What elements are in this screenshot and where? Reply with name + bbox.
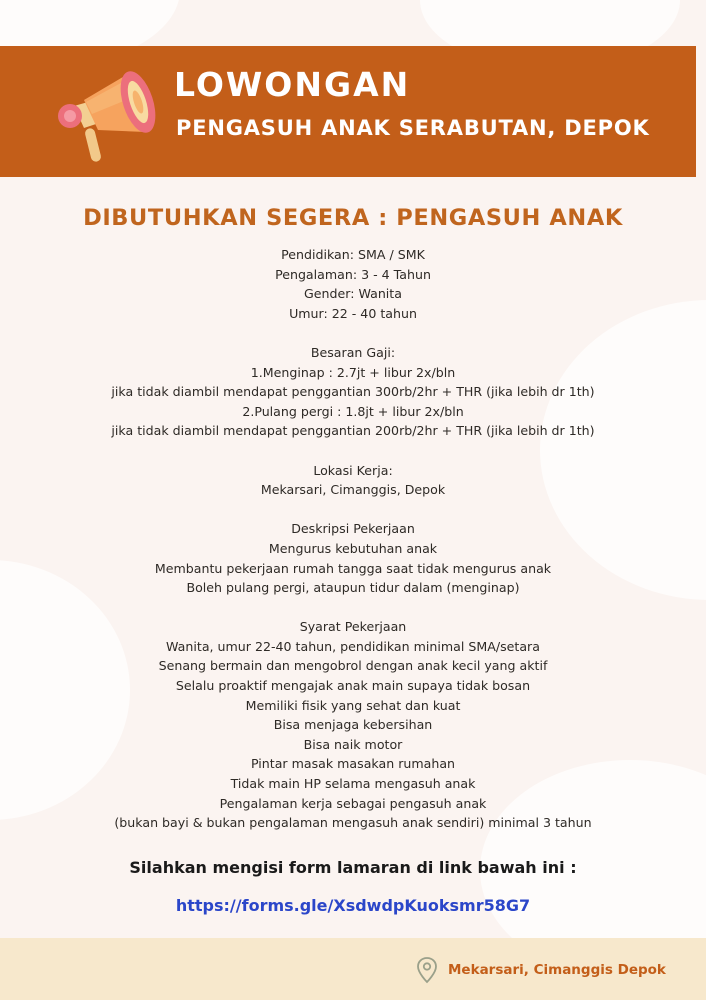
condition-line: Wanita, umur 22-40 tahun, pendidikan minimal SMA/setara <box>166 638 540 654</box>
location-pin-icon <box>416 956 438 984</box>
footer <box>0 938 706 1000</box>
conditions-heading: Syarat Pekerjaan <box>299 619 407 635</box>
salary-line: jika tidak diambil mendapat penggantian 300rb/2hr + THR (jika lebih dr 1th) <box>111 384 595 400</box>
requirement-gender: Gender: Wanita <box>304 286 402 302</box>
condition-line: Senang bermain dan mengobrol dengan anak kecil yang aktif <box>158 658 548 674</box>
requirement-education: Pendidikan: SMA / SMK <box>281 247 425 262</box>
condition-line: Selalu proaktif mengajak anak main supaya tidak bosan <box>175 678 531 694</box>
condition-line: Tidak main HP selama mengasuh anak <box>230 776 476 792</box>
condition-line: (bukan bayi & bukan pengalaman mengasuh anak sendiri) minimal 3 tahun <box>114 815 592 831</box>
application-form-link[interactable]: https://forms.gle/XsdwdpKuoksmr58G7 <box>175 896 531 915</box>
description-line: Boleh pulang pergi, ataupun tidur dalam (menginap) <box>186 580 520 596</box>
location-value: Mekarsari, Cimanggis, Depok <box>260 482 446 498</box>
salary-line: jika tidak diambil mendapat penggantian 200rb/2hr + THR (jika lebih dr 1th) <box>111 423 595 439</box>
job-details <box>0 245 706 833</box>
call-to-action: Silahkan mengisi form lamaran di link bawah ini : <box>129 858 577 877</box>
banner-subtitle: PENGASUH ANAK SERABUTAN, DEPOK <box>176 116 650 140</box>
condition-line: Memiliki fisik yang sehat dan kuat <box>245 697 461 713</box>
salary-heading: Besaran Gaji: <box>310 344 396 360</box>
condition-line: Bisa naik motor <box>303 736 403 752</box>
requirement-experience: Pengalaman: 3 - 4 Tahun <box>275 266 431 282</box>
banner-title: LOWONGAN <box>174 65 411 104</box>
footer-location: Mekarsari, Cimanggis Depok <box>448 962 666 978</box>
condition-line: Pintar masak masakan rumahan <box>250 756 456 772</box>
requirement-age: Umur: 22 - 40 tahun <box>289 305 417 321</box>
megaphone-icon <box>58 62 162 166</box>
condition-line: Bisa menjaga kebersihan <box>273 717 433 733</box>
location-heading: Lokasi Kerja: <box>313 462 393 478</box>
description-line: Membantu pekerjaan rumah tangga saat tidak mengurus anak <box>154 560 552 576</box>
salary-line: 1.Menginap : 2.7jt + libur 2x/bln <box>250 364 456 380</box>
description-line: Mengurus kebutuhan anak <box>268 540 438 556</box>
headline: DIBUTUHKAN SEGERA : PENGASUH ANAK <box>83 205 623 231</box>
condition-line: Pengalaman kerja sebagai pengasuh anak <box>219 795 487 811</box>
salary-line: 2.Pulang pergi : 1.8jt + libur 2x/bln <box>242 403 464 419</box>
header-banner <box>0 46 696 177</box>
description-heading: Deskripsi Pekerjaan <box>291 521 415 537</box>
